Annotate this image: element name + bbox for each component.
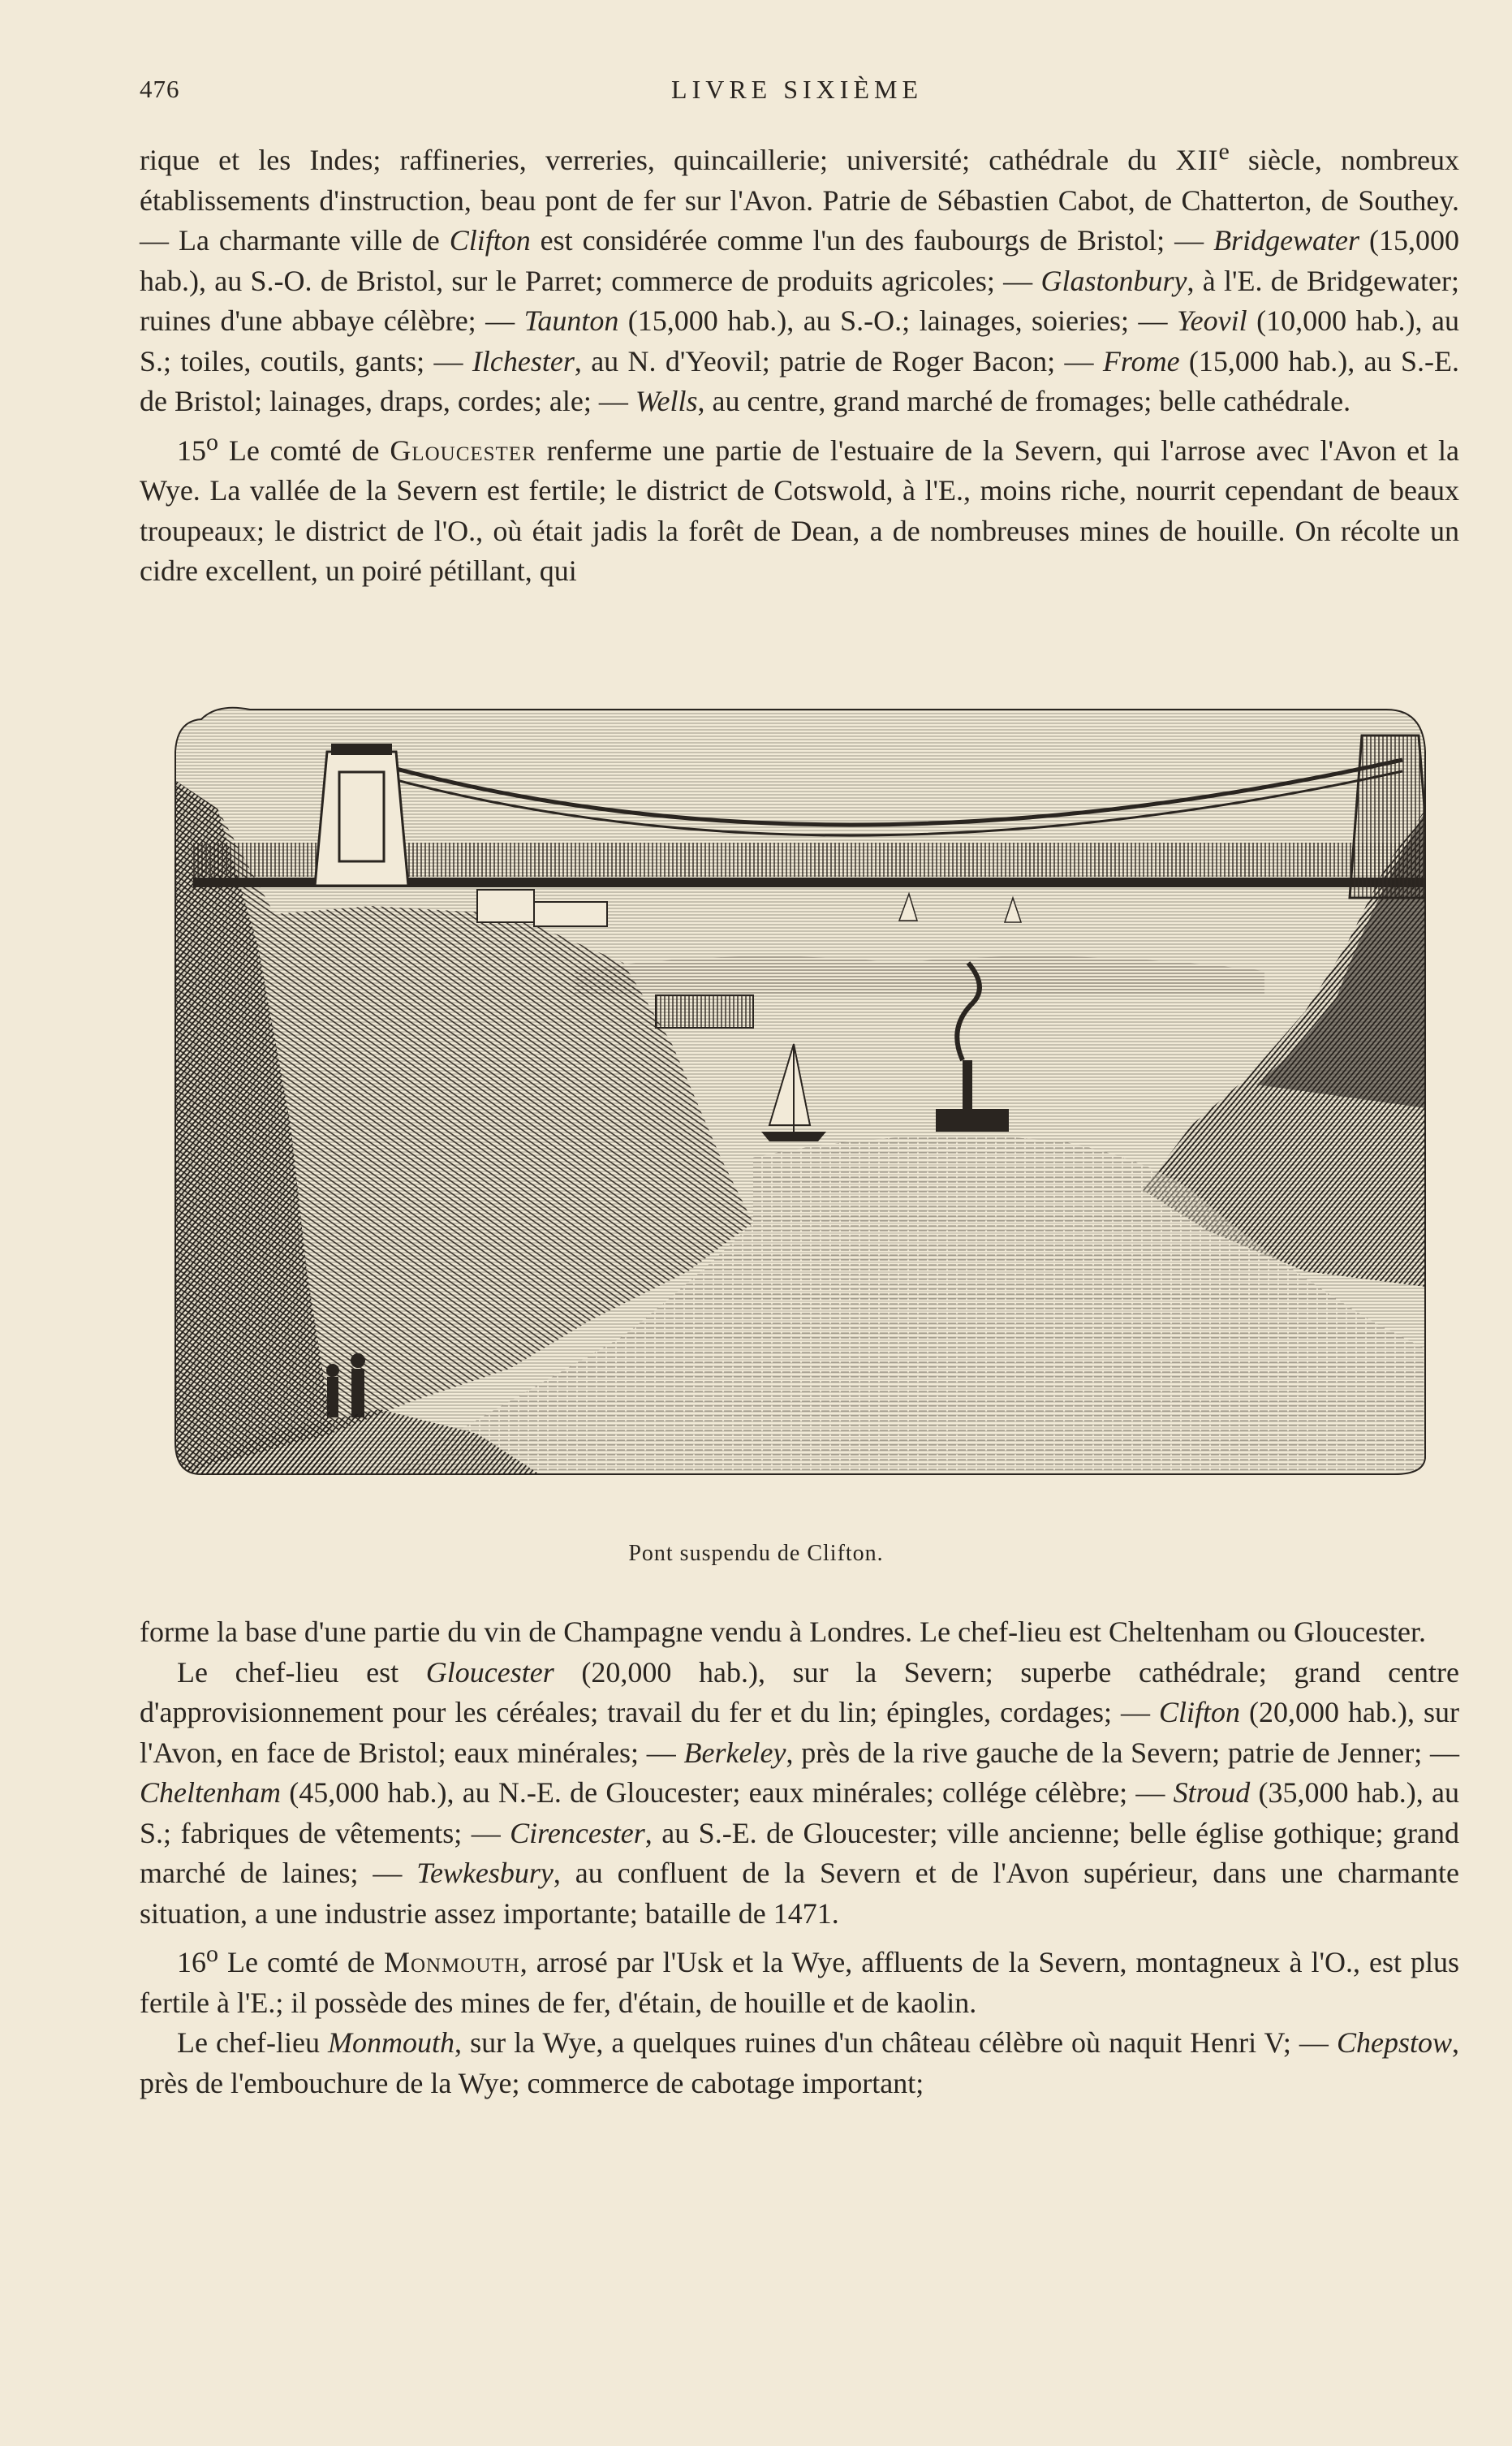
running-head: LIVRE SIXIÈME [671,75,923,104]
place-name: Taunton [523,304,619,337]
paragraph-gloucester-towns: Le chef-lieu est Gloucester (20,000 hab.), sur la Severn; superbe cathédrale; grand centre d'approvisionnement pour les céréales; travail du fer et du lin; épingles, cordages; — Clifton (20,000 hab.), sur l'Avon, en face de Bristol; eaux minérales; — Berkeley, près de la rive gauche de la Severn; patrie de Jenner; — Cheltenham (45,000 hab.), au N.-E. de Gloucester; eaux minérales; collége célèbre; — Stroud (35,000 hab.), au S.; fabriques de vêtements; — Cirencester, au S.-E. de Gloucester; ville ancienne; belle église gothique; grand marché de laines; — Tewkesbury, au confluent de la Severn et de l'Avon supérieur, dans une charmante situation, a une industrie assez importante; bataille de 1471. [140,1655,1460,1930]
text-block-top [140,132,1459,592]
place-name: Chepstow [1336,2026,1452,2059]
figure-caption: Pont suspendu de Clifton. [628,1541,884,1566]
place-name: Monmouth [328,2026,455,2059]
place-name: Clifton [449,224,531,257]
paragraph-somerset-towns: rique et les Indes; raffineries, verreries, quincaillerie; université; cathédrale du XIIe siècle, nombreux établissements d'instruction, beau pont de fer sur l'Avon. Patrie de Sébastien Cabot, de Chatterton, de Southey. — La charmante ville de Clifton est considérée comme l'un des faubourgs de Bristol; — Bridgewater (15,000 hab.), au S.-O. de Bristol, sur le Parret; commerce de produits agricoles; — Glastonbury, à l'E. de Bridgewater; ruines d'une abbaye célèbre; — Taunton (15,000 hab.), au S.-O.; lainages, soieries; — Yeovil (10,000 hab.), au S.; toiles, coutils, gants; — Ilchester, au N. d'Yeovil; patrie de Roger Bacon; — Frome (15,000 hab.), au S.-E. de Bristol; lainages, draps, cordes; ale; — Wells, au centre, grand marché de fromages; belle cathédrale. [140,138,1460,417]
page-number: 476 [140,75,180,103]
paragraph-monmouth-county: 16$^o$ Le comté de Monmouth, arrosé par l'Usk et la Wye, affluents de la Severn, montagneux à l'O., est plus fertile à l'E.; il possède des mines de fer, d'étain, de houille et de kaolin. [140,1940,1459,2019]
place-name: Bridgewater [1213,224,1360,257]
place-name: Berkeley [683,1736,786,1769]
place-name: Stroud [1173,1776,1251,1809]
page-header [140,75,1454,115]
place-name: Clifton [1159,1696,1241,1728]
place-name: Yeovil [1176,304,1247,337]
place-name: Ilchester [472,344,575,377]
place-name: Tewkesbury [416,1857,554,1889]
place-name: Gloucester [425,1655,554,1689]
paragraph-champagne: forme la base d'une partie du vin de Champagne vendu à Londres. Le chef-lieu est Cheltenham ou Gloucester. [140,1616,1426,1648]
place-name: Frome [1102,344,1180,377]
county-name: Monmouth [383,1946,520,1978]
paragraph-gloucester-county: 15$^o$ Le comté de Gloucester renferme une partie de l'estuaire de la Severn, qui l'arrose avec l'Avon et la Wye. La vallée de la Severn est fertile; le district de Cotswold, à l'E., moins riche, nourrit cependant de beaux troupeaux; le district de l'O., où était jadis la forêt de Dean, a de nombreuses mines de houille. On récolte un cidre excellent, un poiré pétillant, qui [140,428,1459,587]
engraving-clifton-bridge [169,703,1432,1476]
paragraph-monmouth-towns: Le chef-lieu Monmouth, sur la Wye, a quelques ruines d'un château célèbre où naquit Henri V; — Chepstow, près de l'embouchure de la Wye; commerce de cabotage important; [140,2026,1459,2099]
place-name: Cheltenham [140,1776,281,1809]
place-name: Cirencester [510,1816,645,1849]
place-name: Glastonbury [1040,264,1187,297]
place-name: Wells [635,385,698,417]
county-name: Gloucester [390,434,536,467]
century-numeral: XII [1175,144,1219,176]
text-block-bottom [140,1612,1459,2103]
